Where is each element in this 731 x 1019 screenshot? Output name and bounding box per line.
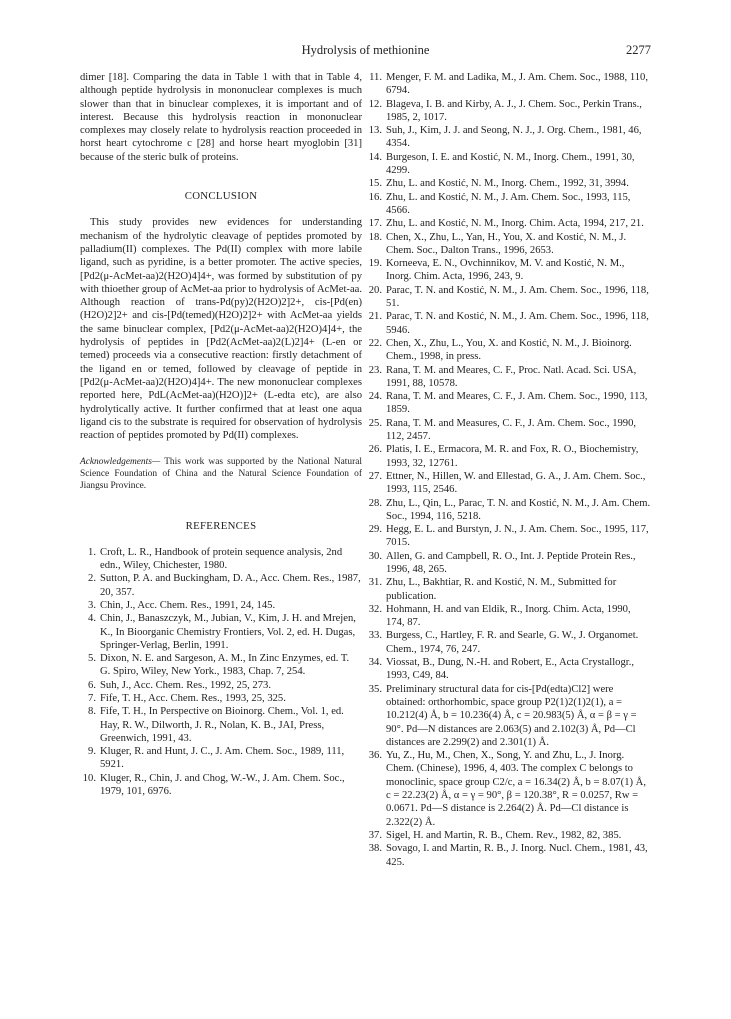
reference-item [366, 656, 651, 683]
reference-number: 11. [369, 72, 382, 83]
reference-number: 36. [368, 750, 382, 762]
reference-number: 34. [368, 657, 382, 669]
reference-text: Hohmann, H. and van Eldik, R., Inorg. Chim. Acta, 1990, 174, 87. [386, 603, 631, 629]
reference-number: 4. [88, 613, 96, 625]
reference-text: Zhu, L., Bakhtiar, R. and Kostić, N. M., Submitted for publication. [386, 577, 617, 602]
reference-number: 31. [368, 577, 382, 589]
reference-number: 10. [82, 772, 96, 784]
reference-text: Kluger, R., Chin, J. and Chog, W.-W., J. Am. Chem. Soc., 1979, 101, 6976. [100, 772, 345, 798]
reference-list-right [366, 71, 651, 869]
reference-text: Croft, L. R., Handbook of protein sequence analysis, 2nd edn., Wiley, Chichester, 1980. [100, 546, 343, 572]
ack-label: Acknowledgements— [80, 457, 161, 468]
page-header [80, 43, 651, 59]
reference-item [366, 576, 651, 603]
conclusion-heading: CONCLUSION [184, 190, 258, 203]
reference-text: Ettner, N., Hillen, W. and Ellestad, G. A., J. Am. Chem. Soc., 1993, 115, 2546. [386, 470, 646, 496]
acknowledgements [80, 456, 362, 492]
reference-item [366, 417, 651, 444]
reference-item [366, 177, 651, 190]
reference-item [366, 71, 651, 98]
reference-text: Dixon, N. E. and Sargeson, A. M., In Zinc Enzymes, ed. T. G. Spiro, Wiley, New York., 1983, Chap. 7, 254. [100, 653, 350, 678]
reference-item [366, 842, 651, 869]
reference-number: 8. [88, 706, 96, 718]
reference-item [366, 257, 651, 284]
reference-number: 32. [368, 603, 382, 615]
reference-number: 6. [88, 679, 96, 691]
reference-text: Parac, T. N. and Kostić, N. M., J. Am. Chem. Soc., 1996, 118, 51. [386, 284, 649, 310]
body-paragraph: dimer [18]. Comparing the data in Table 1 with that in Table 4, although peptide hydrolysis in mononuclear complexes is much slower than that in binuclear complexes, it is important and of interest. Because this hydrolysis reaction in mononuclear complexes may closely relate to hydrolysis reaction proceeded in horst heart cytochrome c [28] and horse heart myoglobin [31] because of the steric bulk of proteins. [80, 72, 362, 163]
reference-item [80, 652, 362, 679]
reference-item [366, 231, 651, 258]
reference-number: 28. [368, 497, 382, 509]
reference-item [366, 191, 651, 218]
reference-number: 19. [368, 258, 382, 270]
reference-number: 20. [368, 284, 382, 296]
reference-number: 22. [368, 337, 382, 349]
reference-item [366, 443, 651, 470]
reference-text: Parac, T. N. and Kostić, N. M., J. Am. Chem. Soc., 1996, 118, 5946. [386, 311, 649, 336]
reference-item [366, 364, 651, 391]
reference-number: 14. [368, 151, 382, 163]
reference-number: 17. [368, 218, 382, 230]
reference-text: Chen, X., Zhu, L., You, X. and Kostić, N. M., J. Bioinorg. Chem., 1998, in press. [386, 337, 632, 363]
reference-number: 7. [88, 692, 96, 704]
reference-text: Platis, I. E., Ermacora, M. R. and Fox, R. O., Biochemistry, 1993, 32, 12761. [386, 444, 639, 469]
reference-item [366, 629, 651, 656]
reference-item [366, 337, 651, 364]
reference-item [366, 98, 651, 125]
reference-item [366, 603, 651, 630]
reference-number: 38. [368, 843, 382, 855]
reference-item [80, 745, 362, 772]
reference-item [80, 599, 362, 612]
reference-text: Sigel, H. and Martin, R. B., Chem. Rev., 1982, 82, 385. [386, 829, 622, 841]
reference-text: Zhu, L. and Kostić, N. M., Inorg. Chim. Acta, 1994, 217, 21. [386, 218, 644, 230]
reference-item [366, 310, 651, 337]
reference-number: 5. [88, 653, 96, 665]
reference-text: Chin, J., Acc. Chem. Res., 1991, 24, 145. [100, 599, 276, 611]
conclusion-paragraph: This study provides new evidences for understanding mechanism of the hydrolytic cleavage of peptides promoted by palladium(II) complexes. The Pd(II) complex with more labile ligand, such as pyridine, is a better promoter. The active species, [Pd2(μ-AcMet-aa)2(H2O)4]4+, was formed by substitution of py with thioether group of AcMet-aa prior to hydrolysis of AcMet-aa. Although reaction of trans-Pd(py)2(H2O)2]2+, cis-[Pd(en)(H2O)2]2+ and cis-[Pd(temed)(H2O)2]2+ with AcMet-aa yields the same binuclear complex, [Pd2(μ-AcMet-aa)2(H2O)4]4+, the hydrolysis of peptides in [Pd2(AcMet-aa)2(L)2]4+ (L-en or temed) proceeds via a consecutive reaction: firstly detachment of the ligand en or temed, followed by cleavage of peptide in [Pd2(μ-AcMet-aa)2(H2O)4]4+. The new mononuclear complexes reported here, PdL(AcMet-aa)(H2O)]2+ (L-edta etc), are also hydrolytically active. It further confirmed that at least one aqua ligand cis to the substrate is required for observation of hydrolysis reaction of peptides promoted by Pd(II) complexes. [80, 217, 362, 442]
reference-number: 16. [368, 191, 382, 203]
reference-text: Burgeson, I. E. and Kostić, N. M., Inorg. Chem., 1991, 30, 4299. [386, 151, 635, 177]
reference-text: Yu, Z., Hu, M., Chen, X., Song, Y. and Zhu, L., J. Inorg. Chem. (Chinese), 1996, 4, 403. The complex C belongs to monoclinic, space group C2/c, a = 16.34(2) Å, b = 8.07(1) Å, c = 22.23(2) Å, α = γ = 90°, β = 120.38°, R = 0.0257, Rw = 0.0671. Pd—S distance is 2.264(2) Å. Pd—Cl distance is 2.322(2) Å. [386, 750, 646, 828]
reference-text: Zhu, L. and Kostić, N. M., Inorg. Chem., 1992, 31, 3994. [386, 178, 629, 190]
reference-item [366, 151, 651, 178]
reference-text: Suh, J., Acc. Chem. Res., 1992, 25, 273. [100, 679, 271, 691]
reference-number: 29. [368, 524, 382, 536]
reference-text: Fife, T. H., In Perspective on Bioinorg. Chem., Vol. 1, ed. Hay, R. W., Dilworth, J. R., Nolan, K. B., JAI, Press, Greenwich, 1991, 43. [100, 706, 344, 744]
reference-item [80, 572, 362, 599]
reference-text: Sutton, P. A. and Buckingham, D. A., Acc. Chem. Res., 1987, 20, 357. [100, 573, 361, 598]
running-title: Hydrolysis of methionine [301, 43, 430, 57]
reference-text: Allen, G. and Campbell, R. O., Int. J. Peptide Protein Res., 1996, 48, 265. [386, 550, 636, 575]
left-column [80, 71, 362, 798]
reference-number: 9. [88, 746, 96, 758]
reference-list-left [80, 546, 362, 799]
reference-number: 21. [368, 311, 382, 323]
reference-text: Rana, T. M. and Meares, C. F., J. Am. Chem. Soc., 1990, 113, 1859. [386, 391, 648, 416]
reference-item [80, 692, 362, 705]
reference-number: 26. [368, 444, 382, 456]
reference-item [366, 683, 651, 749]
reference-number: 23. [368, 364, 382, 376]
reference-text: Rana, T. M. and Measures, C. F., J. Am. Chem. Soc., 1990, 112, 2457. [386, 417, 637, 443]
reference-number: 1. [88, 546, 96, 558]
reference-text: Preliminary structural data for cis-[Pd(edta)Cl2] were obtained: orthorhombic, space group P2(1)2(1)2(1), a = 10.212(4) Å, b = 10.236(4) Å, c = 20.983(5) Å, α = β = γ = 90°. Pd—N distances are 2.063(5) and 2.102(3) Å, Pd—Cl distances are 2.299(2) and 2.301(1) Å. [386, 683, 637, 748]
reference-text: Korneeva, E. N., Ovchinnikov, M. V. and Kostić, N. M., Inorg. Chim. Acta, 1996, 243, 9. [386, 258, 625, 283]
reference-item [366, 390, 651, 417]
reference-number: 33. [368, 630, 382, 642]
reference-item [80, 705, 362, 745]
reference-item [366, 124, 651, 151]
reference-number: 30. [368, 550, 382, 562]
reference-item [366, 497, 651, 524]
reference-item [80, 679, 362, 692]
reference-text: Menger, F. M. and Ladika, M., J. Am. Chem. Soc., 1988, 110, 6794. [386, 72, 648, 97]
reference-text: Hegg, E. L. and Burstyn, J. N., J. Am. Chem. Soc., 1995, 117, 7015. [386, 524, 649, 549]
reference-item [366, 217, 651, 230]
reference-text: Burgess, C., Hartley, F. R. and Searle, G. W., J. Organomet. Chem., 1974, 76, 247. [386, 630, 639, 655]
reference-number: 24. [368, 391, 382, 403]
reference-text: Rana, T. M. and Meares, C. F., Proc. Natl. Acad. Sci. USA, 1991, 88, 10578. [386, 364, 637, 389]
reference-number: 2. [88, 573, 96, 585]
reference-number: 3. [88, 599, 96, 611]
reference-item [366, 749, 651, 829]
reference-item [366, 470, 651, 497]
references-heading: REFERENCES [185, 520, 257, 533]
reference-text: Suh, J., Kim, J. J. and Seong, N. J., J. Org. Chem., 1981, 46, 4354. [386, 125, 642, 150]
reference-text: Chen, X., Zhu, L., Yan, H., You, X. and Kostić, N. M., J. Chem. Soc., Dalton Trans., 1996, 2653. [386, 231, 627, 256]
reference-text: Zhu, L. and Kostić, N. M., J. Am. Chem. Soc., 1993, 115, 4566. [386, 191, 631, 216]
reference-text: Viossat, B., Dung, N.-H. and Robert, E., Acta Crystallogr., 1993, C49, 84. [386, 657, 634, 682]
reference-item [80, 546, 362, 573]
reference-number: 27. [368, 470, 382, 482]
reference-item [366, 550, 651, 577]
reference-text: Chin, J., Banaszczyk, M., Jubian, V., Kim, J. H. and Mrejen, K., In Bioorganic Chemistry Frontiers, Vol. 2, ed. H. Dugas, Springer-Verlag, Berlin, 1991. [100, 613, 356, 651]
page-number: 2277 [626, 43, 651, 57]
reference-item [366, 829, 651, 842]
reference-number: 35. [368, 683, 382, 695]
reference-item [80, 612, 362, 652]
reference-text: Zhu, L., Qin, L., Parac, T. N. and Kostić, N. M., J. Am. Chem. Soc., 1994, 116, 5218. [386, 497, 651, 522]
reference-number: 15. [368, 178, 382, 190]
reference-item [80, 772, 362, 799]
reference-text: Kluger, R. and Hunt, J. C., J. Am. Chem. Soc., 1989, 111, 5921. [100, 746, 345, 771]
reference-number: 12. [368, 98, 382, 110]
reference-text: Sovago, I. and Martin, R. B., J. Inorg. Nucl. Chem., 1981, 43, 425. [386, 843, 648, 868]
ack-text: This work was supported by the National Natural Science Foundation of China and the Natural Science Foundation of Jiangsu Province. [80, 457, 362, 492]
reference-item [366, 523, 651, 550]
reference-item [366, 284, 651, 311]
reference-number: 13. [368, 125, 382, 137]
reference-number: 37. [368, 829, 382, 841]
right-column [366, 71, 651, 869]
reference-number: 18. [368, 231, 382, 243]
reference-text: Fife, T. H., Acc. Chem. Res., 1993, 25, 325. [100, 692, 286, 704]
reference-number: 25. [368, 417, 382, 429]
reference-text: Blageva, I. B. and Kirby, A. J., J. Chem. Soc., Perkin Trans., 1985, 2, 1017. [386, 98, 642, 123]
